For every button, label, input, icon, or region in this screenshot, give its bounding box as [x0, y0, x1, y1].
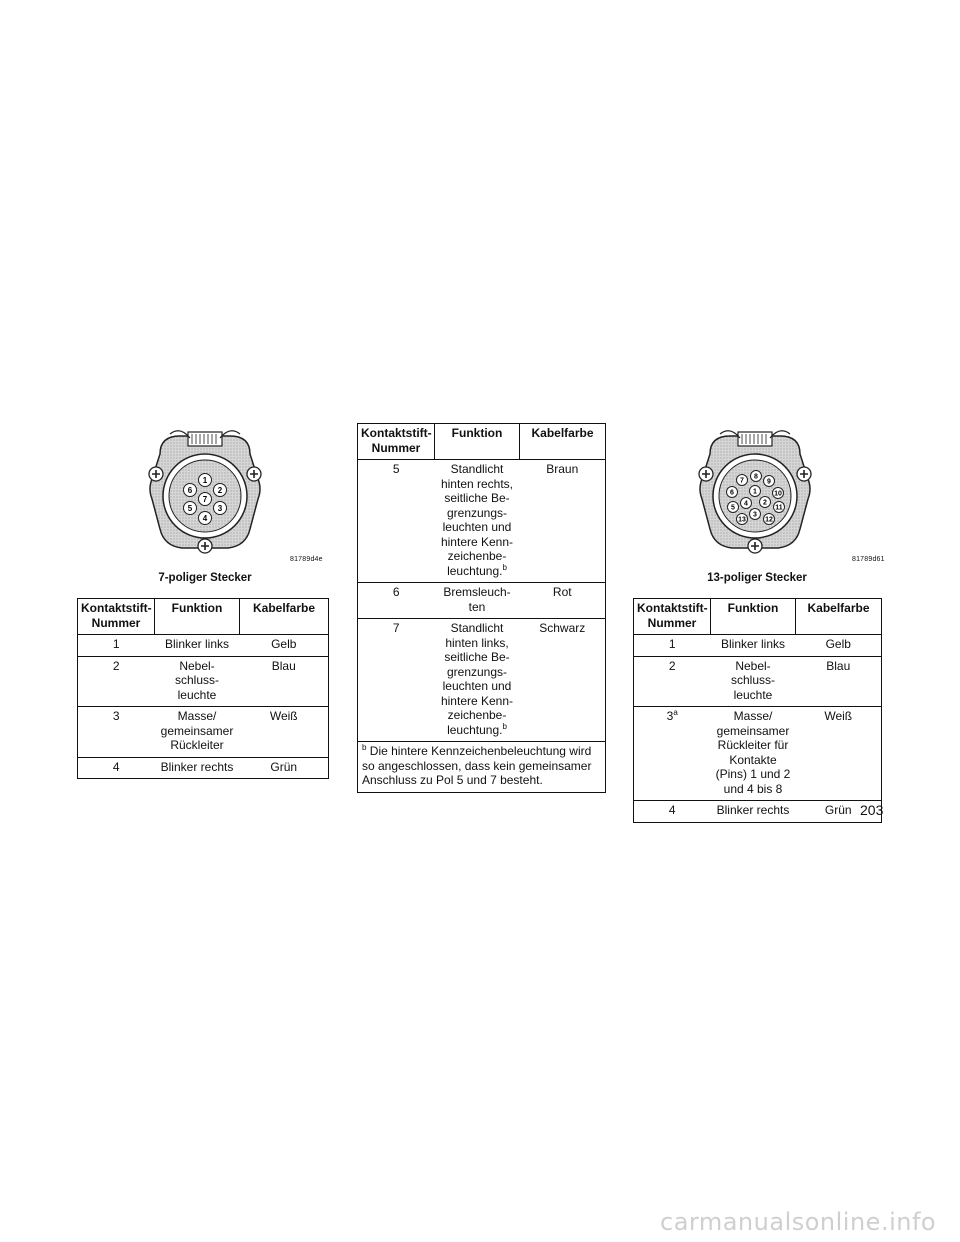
footnote-marker: b [362, 743, 367, 752]
wire-color: Grün [240, 757, 329, 779]
pin-function: Blinker links [711, 635, 796, 657]
table-row [634, 801, 882, 823]
table-footnote-row [358, 742, 606, 793]
footnote-text: Die hintere Kennzeichenbeleuchtung wird so angeschlossen, dass kein gemeinsamer Anschluss zu Pol 5 und 7 besteht. [362, 744, 592, 787]
header-pin: Kontaktstift-Nummer [78, 599, 155, 635]
pin-function: Masse/ gemeinsamer Rückleiter [155, 707, 240, 758]
pin-function: Masse/ gemeinsamer Rückleiter für Kontakte (Pins) 1 und 2 und 4 bis 8 [711, 707, 796, 801]
table-row [78, 707, 329, 758]
wire-color: Rot [520, 583, 606, 619]
pin-number: 7 [358, 619, 435, 742]
pin-number: 2 [78, 656, 155, 707]
pin-function [435, 619, 520, 742]
pin-function: Blinker links [155, 635, 240, 657]
pin-label: 13 [738, 516, 746, 524]
header-wire-color: Kabelfarbe [520, 424, 606, 460]
figure-code: 81789d4e [290, 556, 323, 563]
table-row [358, 619, 606, 742]
pin-label: 10 [774, 490, 782, 498]
table-header-row [634, 599, 882, 635]
pin-label: 9 [767, 478, 771, 486]
pin-label: 1 [202, 476, 208, 485]
wire-color: Blau [796, 656, 882, 707]
pin-label: 7 [740, 477, 744, 485]
header-wire-color: Kabelfarbe [796, 599, 882, 635]
pin-label: 7 [202, 495, 208, 504]
wire-color: Gelb [240, 635, 329, 657]
header-function: Funktion [711, 599, 796, 635]
table-row [634, 635, 882, 657]
wire-color: Schwarz [520, 619, 606, 742]
pin-number-text: 3 [666, 709, 674, 723]
pin-function: Nebel-schluss-leuchte [155, 656, 240, 707]
table-row [78, 656, 329, 707]
pin-label: 4 [744, 500, 748, 508]
thirteen-pin-table [633, 598, 882, 823]
function-text: Standlicht hinten rechts, seitliche Be-grenzungs-leuchten und hintere Kenn-zeichenbe-leuchtung. [440, 462, 514, 578]
pin-number: 6 [358, 583, 435, 619]
pin-number: 2 [634, 656, 711, 707]
pin-number: 5 [358, 460, 435, 583]
pin-function [435, 460, 520, 583]
footnote-marker: b [502, 721, 507, 731]
page-number: 203 [860, 802, 884, 818]
wire-color: Weiß [240, 707, 329, 758]
pin-label: 12 [765, 516, 773, 524]
wire-color: Braun [520, 460, 606, 583]
thirteen-pin-connector-figure [690, 424, 820, 554]
pin-label: 5 [731, 504, 735, 512]
table-footnote [358, 742, 606, 793]
pin-number: 3 [78, 707, 155, 758]
pin-label: 11 [775, 504, 783, 512]
table-row [78, 757, 329, 779]
pin-function: Blinker rechts [155, 757, 240, 779]
wire-color: Blau [240, 656, 329, 707]
table-row [634, 707, 882, 801]
pin-number: 1 [78, 635, 155, 657]
wire-color: Weiß [796, 707, 882, 801]
footnote-marker: a [673, 708, 678, 717]
table-header-row [358, 424, 606, 460]
pin-number: 1 [634, 635, 711, 657]
thirteen-pin-connector-icon [690, 424, 820, 554]
pin-number: 4 [78, 757, 155, 779]
pin-function: Blinker rechts [711, 801, 796, 823]
function-text: Standlicht hinten links, seitliche Be-grenzungs-leuchten und hintere Kenn-zeichenbe-leuchtung. [440, 621, 514, 737]
pin-number: 4 [634, 801, 711, 823]
pin-label: 3 [753, 511, 757, 519]
pin-function: Bremsleuch-ten [435, 583, 520, 619]
pin-label: 2 [217, 486, 223, 495]
seven-pin-table-part1 [77, 598, 329, 779]
pin-label: 3 [217, 504, 223, 513]
pin-function: Nebel-schluss-leuchte [711, 656, 796, 707]
figure-code: 81789d61 [852, 556, 885, 563]
table-header-row [78, 599, 329, 635]
figure-caption: 13-poliger Stecker [707, 572, 807, 584]
pin-label: 6 [187, 486, 193, 495]
pin-label: 4 [202, 514, 208, 523]
footnote-marker: b [502, 562, 507, 572]
table-row [358, 460, 606, 583]
header-wire-color: Kabelfarbe [240, 599, 329, 635]
pin-label: 2 [763, 499, 767, 507]
header-function: Funktion [435, 424, 520, 460]
header-pin: Kontaktstift-Nummer [358, 424, 435, 460]
seven-pin-connector-icon [140, 424, 270, 554]
figure-caption: 7-poliger Stecker [158, 572, 252, 584]
table-row [358, 583, 606, 619]
table-row [78, 635, 329, 657]
watermark: carmanualsonline.info [660, 1208, 937, 1236]
table-row [634, 656, 882, 707]
pin-number [634, 707, 711, 801]
pin-label: 6 [730, 489, 734, 497]
seven-pin-table-part2 [357, 423, 606, 793]
pin-label: 1 [753, 488, 757, 496]
header-function: Funktion [155, 599, 240, 635]
seven-pin-connector-figure [140, 424, 270, 554]
pin-label: 8 [754, 473, 758, 481]
wire-color: Grün [796, 801, 882, 823]
header-pin: Kontaktstift-Nummer [634, 599, 711, 635]
pin-label: 5 [187, 504, 193, 513]
wire-color: Gelb [796, 635, 882, 657]
